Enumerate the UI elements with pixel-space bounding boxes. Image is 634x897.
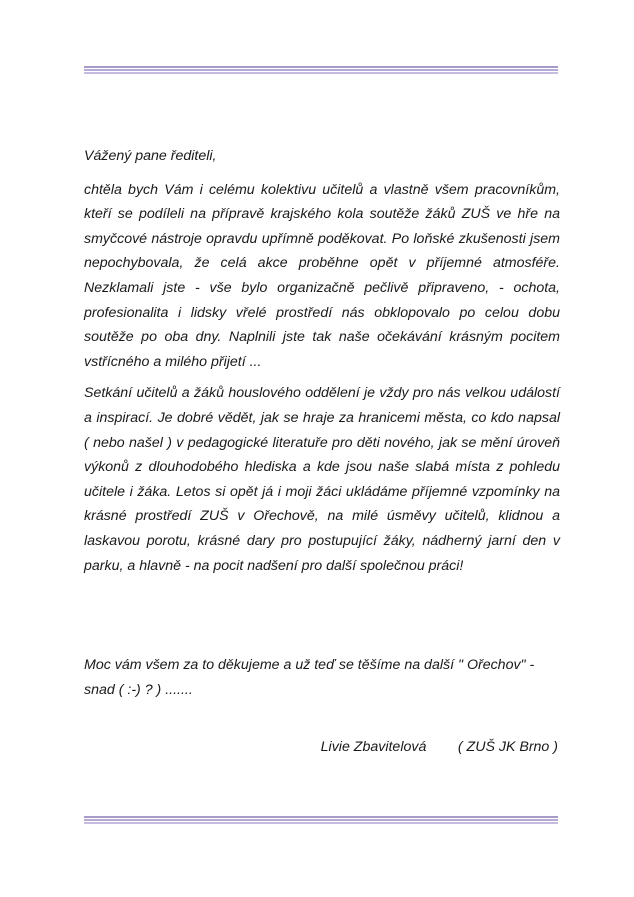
bottom-divider bbox=[84, 816, 558, 825]
top-divider bbox=[84, 66, 558, 75]
letter-signature: Livie Zbavitelová ( ZUŠ JK Brno ) bbox=[320, 739, 558, 755]
letter-paragraph-1: chtěla bych Vám i celému kolektivu učitelů a vlastně všem pracovníkům, kteří se podíleli na přípravě krajského kola soutěže žáků ZUŠ ve hře na smyčcové nástroje opravdu upřímně poděkovat. Po loňské zkušenosti jsem nepochybovala, že celá akce proběhne opět v příjemné atmosféře. Nezklamali jste - vše bylo organizačně pečlivě připraveno, - ochota, profesionalita i lidsky vřelé prostředí nás obklopovalo po celou dobu soutěže po oba dny. Naplnili jste tak naše očekávání krásným pocitem vstřícného a milého přijetí ... bbox=[84, 181, 560, 370]
letter-paragraph-2: Setkání učitelů a žáků houslového oddělení je vždy pro nás velkou událostí a inspirací. Je dobré vědět, jak se hraje za hranicemi města, co kdo napsal ( nebo našel ) v pedagogické literatuře pro děti nového, jak se mění úroveň výkonů z dlouhodobého hlediska a kde jsou naše slabá místa z pohledu učitele i žáka. Letos si opět já i moji žáci ukládáme příjemné vzpomínky na krásné prostředí ZUŠ v Ořechově, na milé úsměvy učitelů, klidnou a laskavou porotu, krásné dary pro postupující žáky, nádherný jarní den v parku, a hlavně - na pocit nadšení pro další společnou práci! bbox=[84, 385, 560, 574]
letter-greeting: Vážený pane řediteli, bbox=[84, 148, 217, 164]
letter-closing: Moc vám všem za to děkujeme a už teď se těšíme na další " Ořechov" - snad ( :-) ? ) ....... bbox=[84, 657, 535, 698]
letter-body bbox=[84, 144, 560, 578]
